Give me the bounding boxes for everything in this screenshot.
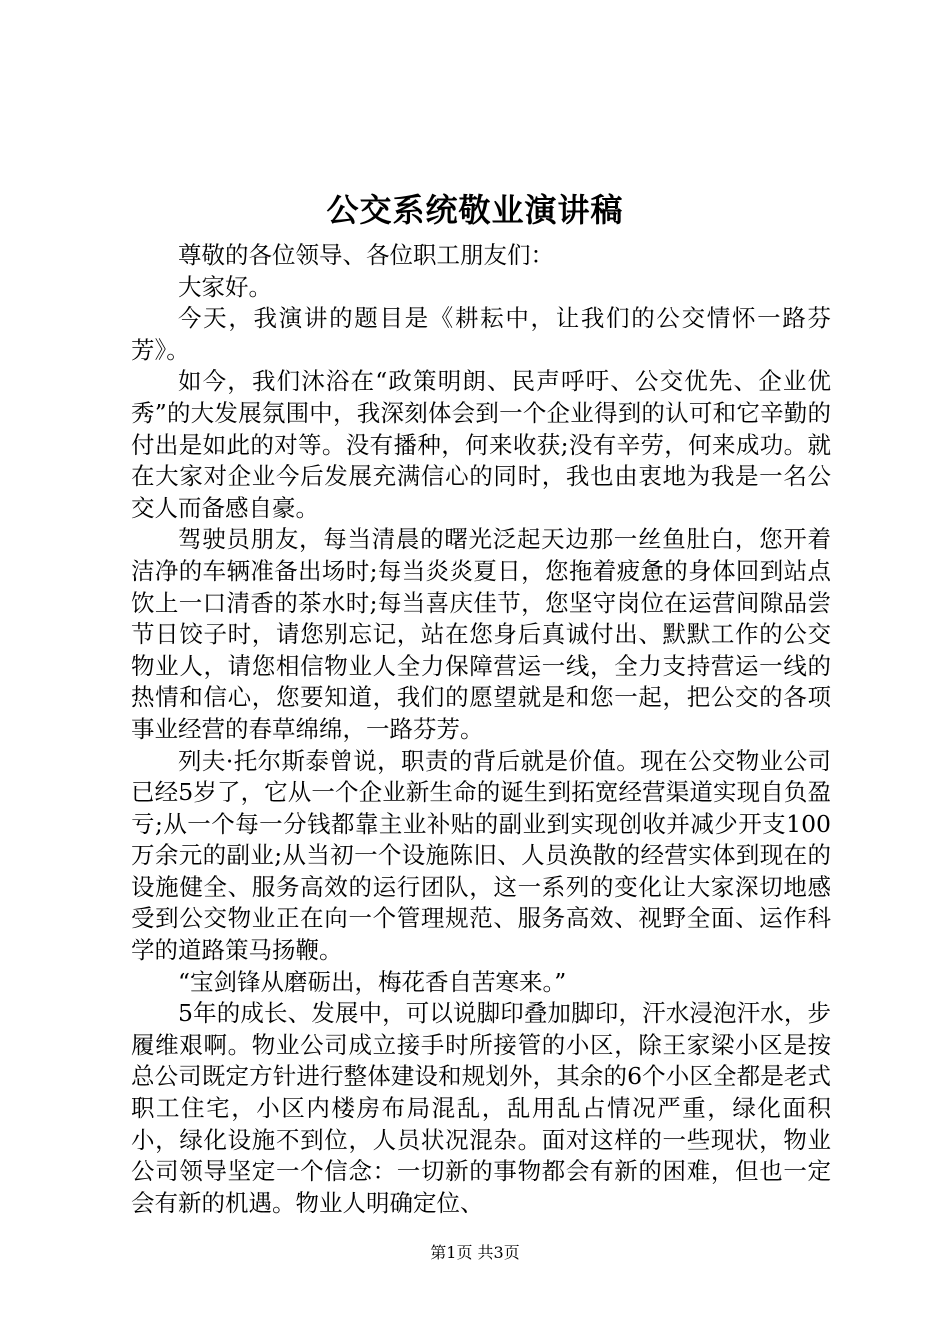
paragraph-atmosphere: 如今，我们沐浴在“政策明朗、民声呼吁、公交优先、企业优秀”的大发展氛围中，我深刻体会到一个企业得到的认可和它辛勤的付出是如此的对等。没有播种，何来收获;没有辛劳，何来成功。就在大家对企业今后发展充满信心的同时，我也由衷地为我是一名公交人而备感自豪。 [131, 367, 831, 522]
paragraph-growth: 5年的成长、发展中，可以说脚印叠加脚印，汗水浸泡汗水，步履维艰啊。物业公司成立接手时所接管的小区，除王家梁小区是按总公司既定方针进行整体建设和规划外，其余的6个小区全都是老式职工住宅，小区内楼房布局混乱，乱用乱占情况严重，绿化面积小，绿化设施不到位，人员状况混杂。面对这样的一些现状，物业公司领导坚定一个信念：一切新的事物都会有新的困难，但也一定会有新的机遇。物业人明确定位、 [131, 999, 831, 1217]
paragraph-greeting: 大家好。 [178, 272, 272, 301]
paragraph-tolstoy: 列夫·托尔斯泰曾说，职责的背后就是价值。现在公交物业公司已经5岁了，它从一个企业新生命的诞生到拓宽经营渠道实现自负盈亏;从一个每一分钱都靠主业补贴的副业到实现创收并减少开支100万余元的副业;从当初一个设施陈旧、人员涣散的经营实体到现在的设施健全、服务高效的运行团队，这一系列的变化让大家深切地感受到公交物业正在向一个管理规范、服务高效、视野全面、运作科学的道路策马扬鞭。 [131, 746, 831, 965]
document-body [131, 240, 831, 1219]
page-footer: 第1页 共3页 [430, 1243, 520, 1262]
paragraph-quote: “宝剑锋从磨砺出，梅花香自苦寒来。” [178, 967, 567, 996]
paragraph-topic: 今天，我演讲的题目是《耕耘中，让我们的公交情怀一路芬芳》。 [131, 304, 831, 364]
paragraph-drivers: 驾驶员朋友，每当清晨的曙光泛起天边那一丝鱼肚白，您开着洁净的车辆准备出场时;每当炎炎夏日，您拖着疲惫的身体回到站点饮上一口清香的茶水时;每当喜庆佳节，您坚守岗位在运营间隙品尝节日饺子时，请您别忘记，站在您身后真诚付出、默默工作的公交物业人，请您相信物业人全力保障营运一线，全力支持营运一线的热情和信心，您要知道，我们的愿望就是和您一起，把公交的各项事业经营的春草绵绵，一路芬芳。 [131, 525, 831, 743]
document-title: 公交系统敬业演讲稿 [326, 191, 624, 229]
paragraph-salutation: 尊敬的各位领导、各位职工朋友们： [178, 241, 554, 269]
